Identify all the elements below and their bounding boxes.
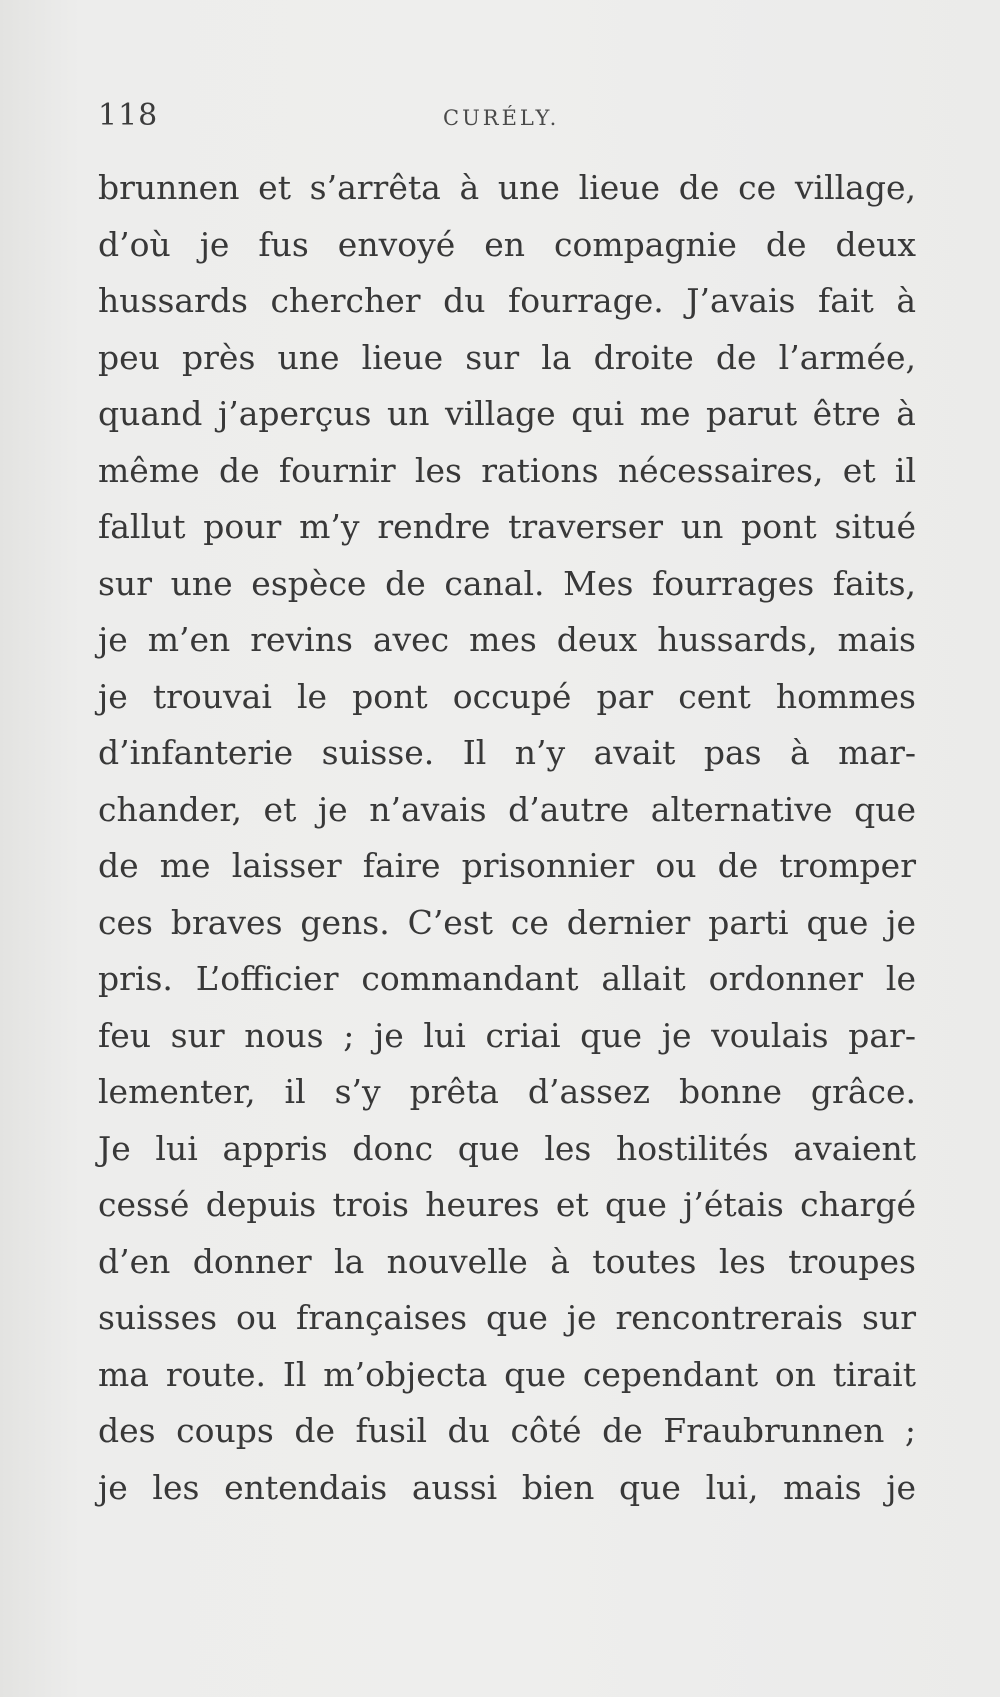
text-line: cessé depuis trois heures et que j’étais chargé — [98, 1185, 916, 1224]
text-line: d’infanterie suisse. Il n’y avait pas à mar- — [98, 733, 916, 772]
page-header — [98, 98, 916, 138]
text-line: lementer, il s’y prêta d’assez bonne grâce. — [98, 1072, 916, 1111]
text-line: Je lui appris donc que les hostilités avaient — [98, 1128, 916, 1168]
text-line: sur une espèce de canal. Mes fourrages faits, — [98, 563, 916, 603]
text-line: peu près une lieue sur la droite de l’armée, — [98, 337, 916, 377]
text-line: brunnen et s’arrêta à une lieue de ce village, — [98, 168, 916, 207]
text-line: je les entendais aussi bien que lui, mais je — [98, 1467, 916, 1507]
text-line: je trouvai le pont occupé par cent hommes — [98, 676, 916, 716]
page-number: 118 — [98, 98, 159, 133]
text-line: d’où je fus envoyé en compagnie de deux — [98, 224, 916, 264]
body-text — [98, 160, 916, 1516]
text-line: quand j’aperçus un village qui me parut être à — [98, 394, 916, 433]
text-line: des coups de fusil du côté de Fraubrunnen ; — [98, 1411, 916, 1450]
text-line: suisses ou françaises que je rencontrerais sur — [98, 1298, 916, 1337]
text-line: même de fournir les rations nécessaires, et il — [98, 450, 916, 490]
text-line: je m’en revins avec mes deux hussards, mais — [98, 620, 916, 659]
text-line: ces braves gens. C’est ce dernier parti que je — [98, 902, 916, 942]
text-line: fallut pour m’y rendre traverser un pont situé — [98, 507, 916, 546]
running-head: CURÉLY. — [443, 106, 560, 130]
text-line: chander, et je n’avais d’autre alternative que — [98, 789, 916, 829]
text-line: pris. L’officier commandant allait ordonner le — [98, 959, 916, 998]
text-line: d’en donner la nouvelle à toutes les troupes — [98, 1241, 916, 1281]
text-line: ma route. Il m’objecta que cependant on tirait — [98, 1354, 916, 1394]
text-line: feu sur nous ; je lui criai que je voulais par- — [98, 1015, 916, 1055]
text-line: hussards chercher du fourrage. J’avais fait à — [98, 281, 916, 320]
text-line: de me laisser faire prisonnier ou de tromper — [98, 846, 916, 885]
